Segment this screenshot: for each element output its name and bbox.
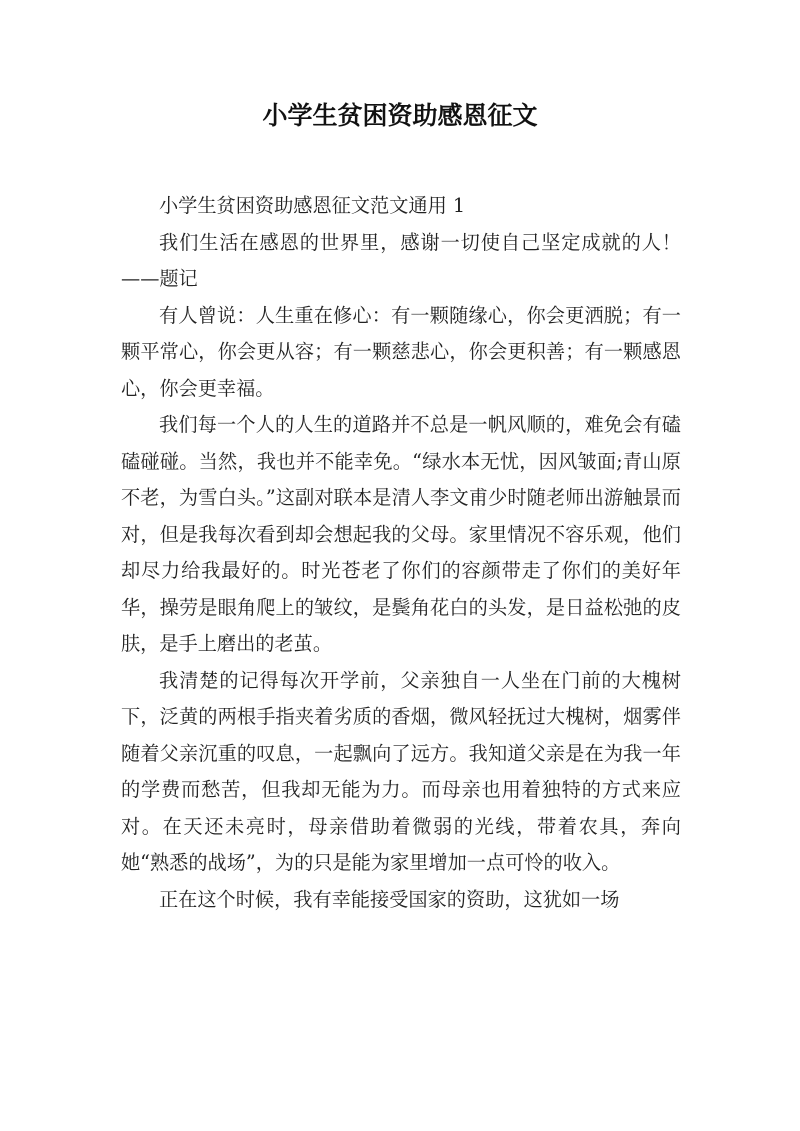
paragraph: 我清楚的记得每次开学前，父亲独自一人坐在门前的大槐树下，泛黄的两根手指夹着劣质的香烟，微风轻抚过大槐树，烟雾伴随着父亲沉重的叹息，一起飘向了远方。我知道父亲是在为我一年的学费而愁苦，但我却无能为力。而母亲也用着独特的方式来应对。在天还未亮时，母亲借助着微弱的光线，带着农具，奔向她“熟悉的战场”，为的只是能为家里增加一点可怜的收入。 [121,668,681,874]
document-title: 小学生贫困资助感恩征文 [262,101,538,130]
paragraph: 我们生活在感恩的世界里，感谢一切使自己坚定成就的人！——题记 [121,230,681,290]
paragraph: 有人曾说：人生重在修心：有一颗随缘心，你会更洒脱；有一颗平常心，你会更从容；有一颗慈悲心，你会更积善；有一颗感恩心，你会更幸福。 [121,303,681,400]
paragraph: 小学生贫困资助感恩征文范文通用 1 [159,194,466,217]
paragraph: 正在这个时候，我有幸能接受国家的资助，这犹如一场 [159,887,620,911]
document-body [121,188,681,918]
paragraph: 我们每一个人的人生的道路并不总是一帆风顺的，难免会有磕磕碰碰。当然，我也并不能幸免。“绿水本无忧，因风皱面;青山原不老，为雪白头。”这副对联本是清人李文甫少时随老师出游触景而对，但是我每次看到却会想起我的父母。家里情况不容乐观，他们却尽力给我最好的。时光苍老了你们的容颜带走了你们的美好年华，操劳是眼角爬上的皱纹，是鬓角花白的头发，是日益松弛的皮肤，是手上磨出的老茧。 [121,413,681,655]
